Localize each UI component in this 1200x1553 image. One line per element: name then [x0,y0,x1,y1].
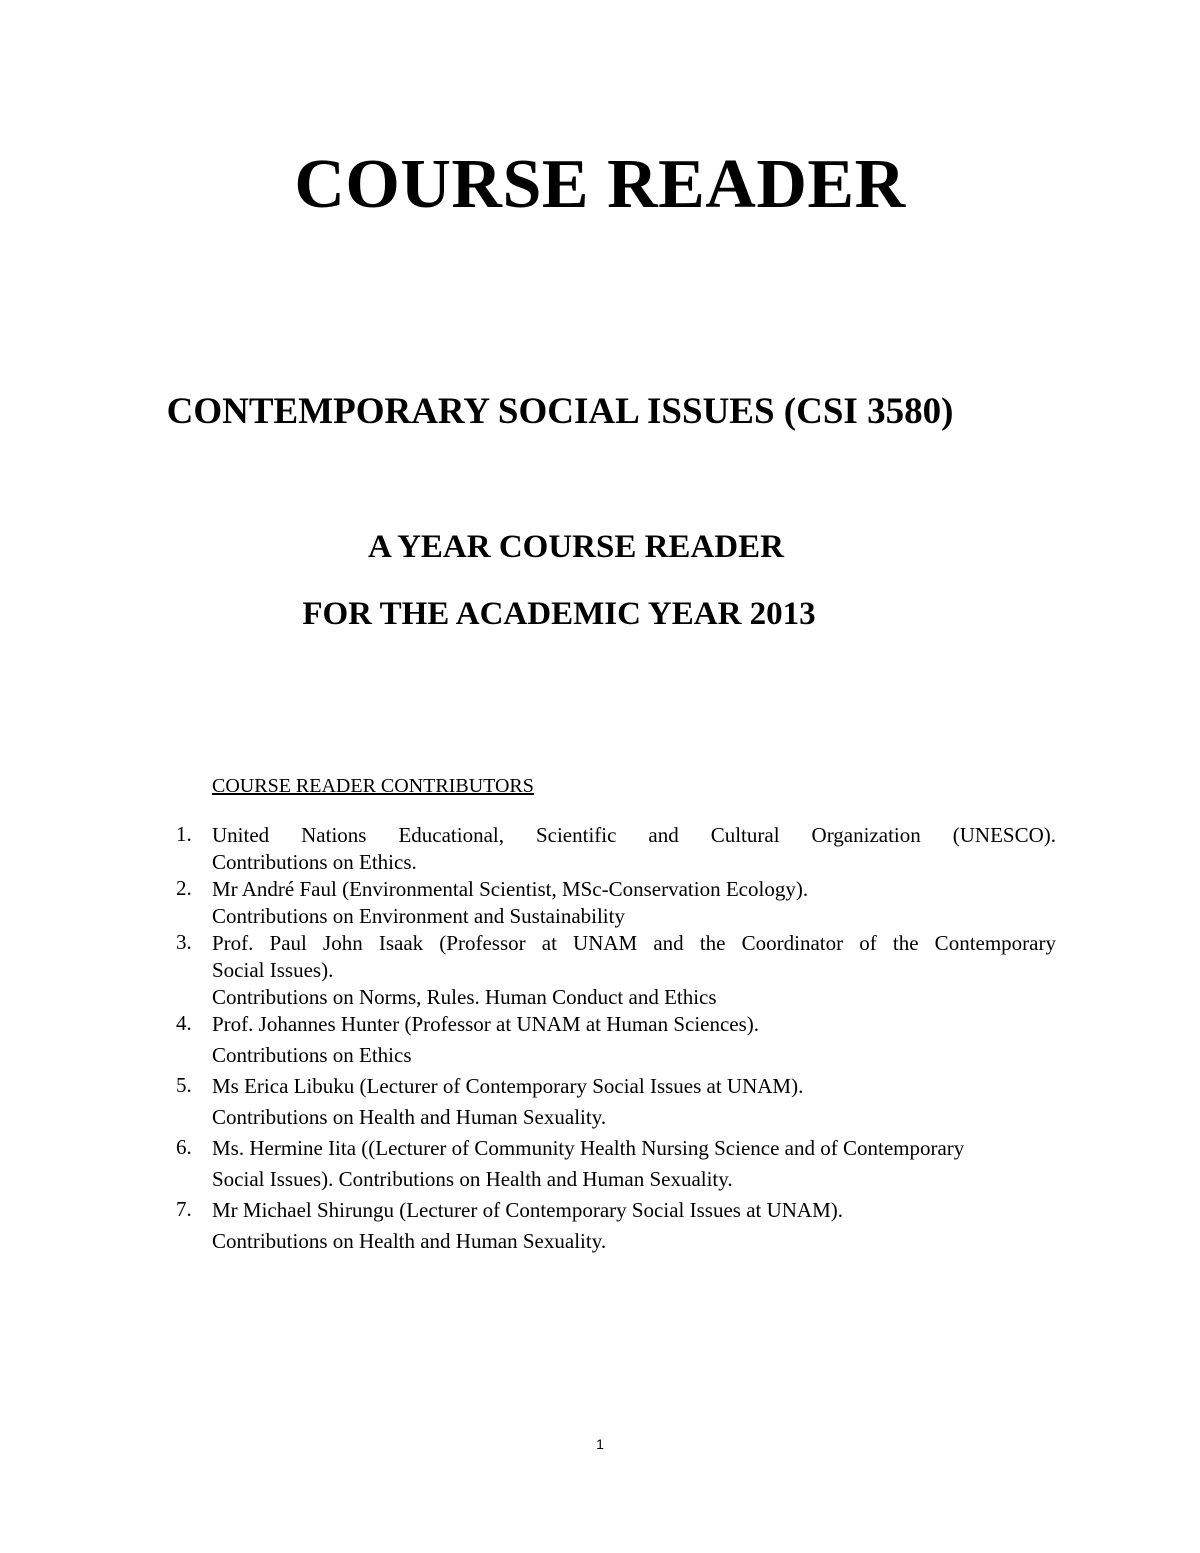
list-item-number: 6. [176,1135,192,1159]
list-item-line: Contributions on Health and Human Sexuality. [212,1229,607,1253]
contributors-list [170,822,1056,1255]
contributors-heading: COURSE READER CONTRIBUTORS [212,775,534,797]
list-item-number: 2. [176,876,192,900]
list-item-line: Social Issues). [212,958,334,982]
list-item [170,930,1056,1011]
list-item-number: 3. [176,930,192,954]
list-item [170,822,1056,876]
list-item-line: Ms Erica Libuku (Lecturer of Contemporary Social Issues at UNAM). [212,1074,804,1098]
list-item-line: Contributions on Ethics [212,1043,412,1067]
academic-year-heading: FOR THE ACADEMIC YEAR 2013 [302,596,816,632]
list-item [170,1197,1056,1255]
list-item-line: Ms. Hermine Iita ((Lecturer of Community Health Nursing Science and of Contemporary [212,1136,965,1160]
list-item-line: United Nations Educational, Scientific and Cultural Organization (UNESCO). [212,823,1056,847]
course-subtitle: CONTEMPORARY SOCIAL ISSUES (CSI 3580) [166,391,954,432]
list-item [170,1073,1056,1131]
page-title: COURSE READER [294,146,906,223]
list-item-number: 5. [176,1073,192,1097]
list-item-number: 4. [176,1011,192,1035]
list-item-line: Social Issues). Contributions on Health and Human Sexuality. [212,1167,733,1191]
list-item-number: 1. [176,822,192,846]
list-item [170,876,1056,930]
list-item-line: Contributions on Environment and Sustainability [212,904,625,928]
list-item-line: Prof. Paul John Isaak (Professor at UNAM and the Coordinator of the Contemporary [212,931,1056,955]
list-item [170,1135,1056,1193]
reader-type-heading: A YEAR COURSE READER [368,529,784,565]
list-item-line: Prof. Johannes Hunter (Professor at UNAM at Human Sciences). [212,1012,760,1036]
list-item-line: Mr André Faul (Environmental Scientist, MSc-Conservation Ecology). [212,877,809,901]
page-number: 1 [596,1436,604,1452]
list-item [170,1011,1056,1069]
list-item-line: Contributions on Ethics. [212,850,417,874]
list-item-line: Contributions on Norms, Rules. Human Conduct and Ethics [212,985,717,1009]
list-item-line: Mr Michael Shirungu (Lecturer of Contemporary Social Issues at UNAM). [212,1198,844,1222]
list-item-line: Contributions on Health and Human Sexuality. [212,1105,607,1129]
list-item-number: 7. [176,1197,192,1221]
